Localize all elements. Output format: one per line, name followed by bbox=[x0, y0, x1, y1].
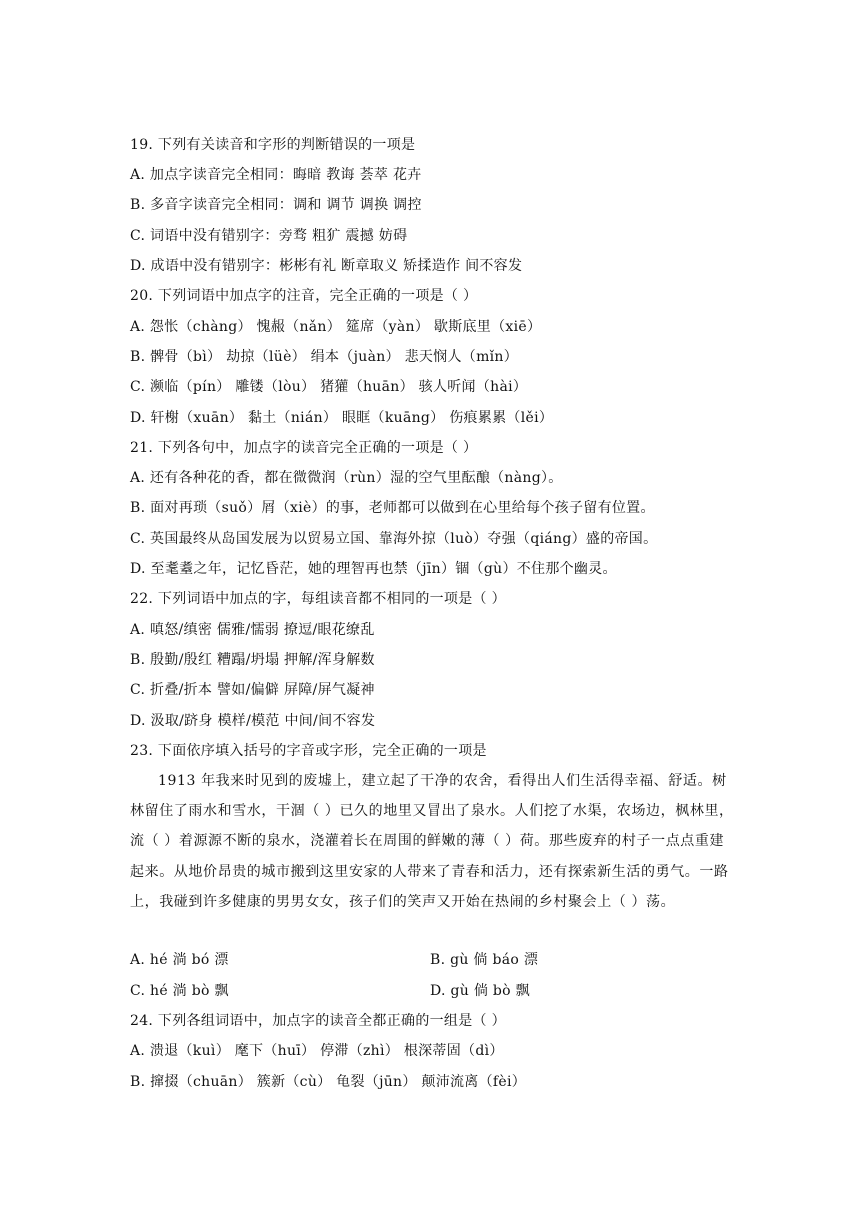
question-19-option-d: D. 成语中没有错别字：彬彬有礼 断章取义 矫揉造作 间不容发 bbox=[130, 258, 523, 274]
question-20-option-b: B. 髀骨（bì） 劫掠（lüè） 绢本（juàn） 悲天悯人（mǐn） bbox=[130, 349, 519, 365]
question-23-option-b: B. gù 倘 báo 漂 bbox=[430, 952, 539, 968]
question-23-stem: 23. 下面依序填入括号的字音或字形，完全正确的一项是 bbox=[130, 743, 487, 759]
question-22-stem: 22. 下列词语中加点的字，每组读音都不相同的一项是（ ） bbox=[130, 591, 506, 607]
question-23-option-c: C. hé 淌 bò 飘 bbox=[130, 983, 229, 999]
question-23-options-row-2 bbox=[130, 981, 229, 1001]
question-20-option-c: C. 濒临（pín） 雕镂（lòu） 猪獾（huān） 骇人听闻（hài） bbox=[130, 379, 528, 395]
question-22-option-b: B. 殷勤/殷红 糟蹋/坍塌 押解/浑身解数 bbox=[130, 652, 375, 668]
question-23-option-d: D. gù 倘 bò 飘 bbox=[430, 983, 530, 999]
question-23-options-row-1 bbox=[130, 950, 229, 970]
question-21-option-b: B. 面对再琐（suǒ）屑（xiè）的事，老师都可以做到在心里给每个孩子留有位置。 bbox=[130, 500, 655, 516]
question-24-option-b: B. 撺掇（chuān） 簇新（cù） 龟裂（jūn） 颠沛流离（fèi） bbox=[130, 1074, 527, 1090]
question-24-stem: 24. 下列各组词语中，加点字的读音全都正确的一组是（ ） bbox=[130, 1013, 506, 1029]
question-20-option-d: D. 轩榭（xuān） 黏土（nián） 眼眶（kuāng） 伤痕累累（lěi） bbox=[130, 410, 554, 426]
question-24-option-a: A. 溃退（kuì） 麾下（huī） 停滞（zhì） 根深蒂固（dì） bbox=[130, 1043, 504, 1059]
question-22-option-d: D. 汲取/跻身 模样/模范 中间/间不容发 bbox=[130, 713, 376, 729]
question-21-option-c: C. 英国最终从岛国发展为以贸易立国、靠海外掠（luò）夺强（qiáng）盛的帝国。 bbox=[130, 531, 658, 547]
question-21-option-d: D. 至耄耋之年，记忆昏茫，她的理智再也禁（jīn）锢（gù）不住那个幽灵。 bbox=[130, 561, 617, 577]
question-21-option-a: A. 还有各种花的香，都在微微润（rùn）湿的空气里酝酿（nàng）。 bbox=[130, 470, 563, 486]
question-19-option-a: A. 加点字读音完全相同：晦暗 教诲 荟萃 花卉 bbox=[130, 167, 422, 183]
question-19-option-b: B. 多音字读音完全相同：调和 调节 调换 调控 bbox=[130, 197, 422, 213]
question-20-stem: 20. 下列词语中加点字的注音，完全正确的一项是（ ） bbox=[130, 288, 478, 304]
question-20-option-a: A. 怨怅（chàng） 愧赧（nǎn） 筵席（yàn） 歇斯底里（xiē） bbox=[130, 319, 542, 335]
question-22-option-a: A. 嗔怒/缜密 儒雅/懦弱 撩逗/眼花缭乱 bbox=[130, 622, 375, 638]
question-22-option-c: C. 折叠/折本 譬如/偏僻 屏障/屏气凝神 bbox=[130, 682, 375, 698]
question-23-passage: 1913 年我来时见到的废墟上，建立起了干净的农舍，看得出人们生活得幸福、舒适。树林留住了雨水和雪水，干涸（ ）已久的地里又冒出了泉水。人们挖了水渠，农场边，枫林里，流（ ）着源源不断的泉水，浇灌着长在周围的鲜嫩的薄（ ）荷。那些废弃的村子一点点重建起来。从地价昂贵的城市搬到这里安家的人带来了青春和活力，还有探索新生活的勇气。一路上，我碰到许多健康的男男女女，孩子们的笑声又开始在热闹的乡村聚会上（ ）荡。 bbox=[130, 773, 734, 910]
question-19-option-c: C. 词语中没有错别字：旁骛 粗犷 震撼 妨碍 bbox=[130, 228, 408, 244]
question-23-option-a: A. hé 淌 bó 漂 bbox=[130, 952, 229, 968]
question-19-stem: 19. 下列有关读音和字形的判断错误的一项是 bbox=[130, 137, 416, 153]
question-21-stem: 21. 下列各句中，加点字的读音完全正确的一项是（ ） bbox=[130, 440, 478, 456]
